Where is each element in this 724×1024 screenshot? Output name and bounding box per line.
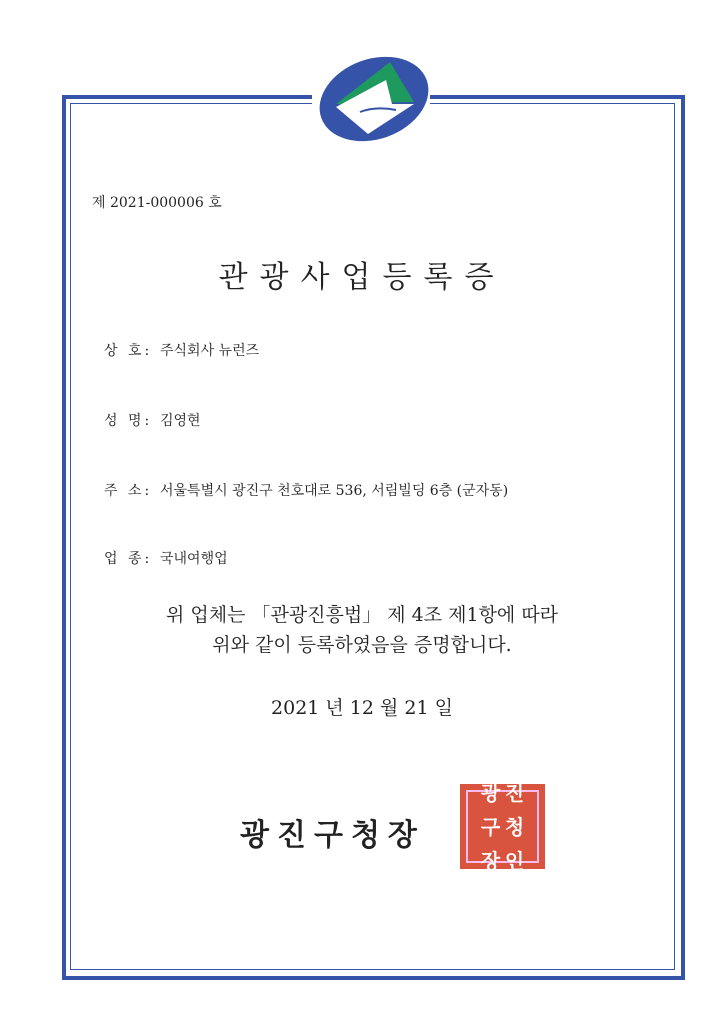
seal-char: 장 — [480, 848, 501, 873]
document-title: 관광사업등록증 — [218, 260, 506, 295]
seal-char: 인 — [504, 848, 525, 873]
field-representative — [104, 410, 201, 430]
issuer-name: 광진구청장 — [240, 818, 425, 853]
issue-date: 2021 년 12 월 21 일 — [271, 697, 453, 719]
field-value: 김영현 — [160, 413, 201, 429]
field-label: 상 호: — [104, 343, 153, 359]
field-company-name — [104, 340, 259, 360]
seal-char: 청 — [504, 814, 525, 839]
field-business-type — [104, 548, 228, 568]
official-seal — [460, 780, 545, 873]
seal-char: 구 — [480, 814, 501, 839]
field-value: 서울특별시 광진구 천호대로 536, 서림빌딩 6층 (군자동) — [160, 483, 509, 499]
seal-char: 광 — [480, 780, 501, 805]
field-label: 성 명: — [104, 413, 153, 429]
field-label: 업 종: — [104, 551, 153, 567]
statement-line-1: 위 업체는 「관광진흥법」 제 4조 제1항에 따라 — [165, 604, 559, 626]
field-address — [104, 480, 508, 500]
statement-line-2: 위와 같이 등록하였음을 증명합니다. — [212, 634, 512, 656]
field-value: 국내여행업 — [160, 551, 228, 567]
registration-number: 제 2021-000006 호 — [92, 195, 222, 211]
seal-char: 진 — [504, 780, 525, 805]
field-label: 주 소: — [104, 483, 153, 499]
district-logo-icon — [316, 52, 432, 142]
field-value: 주식회사 뉴런즈 — [160, 343, 260, 359]
